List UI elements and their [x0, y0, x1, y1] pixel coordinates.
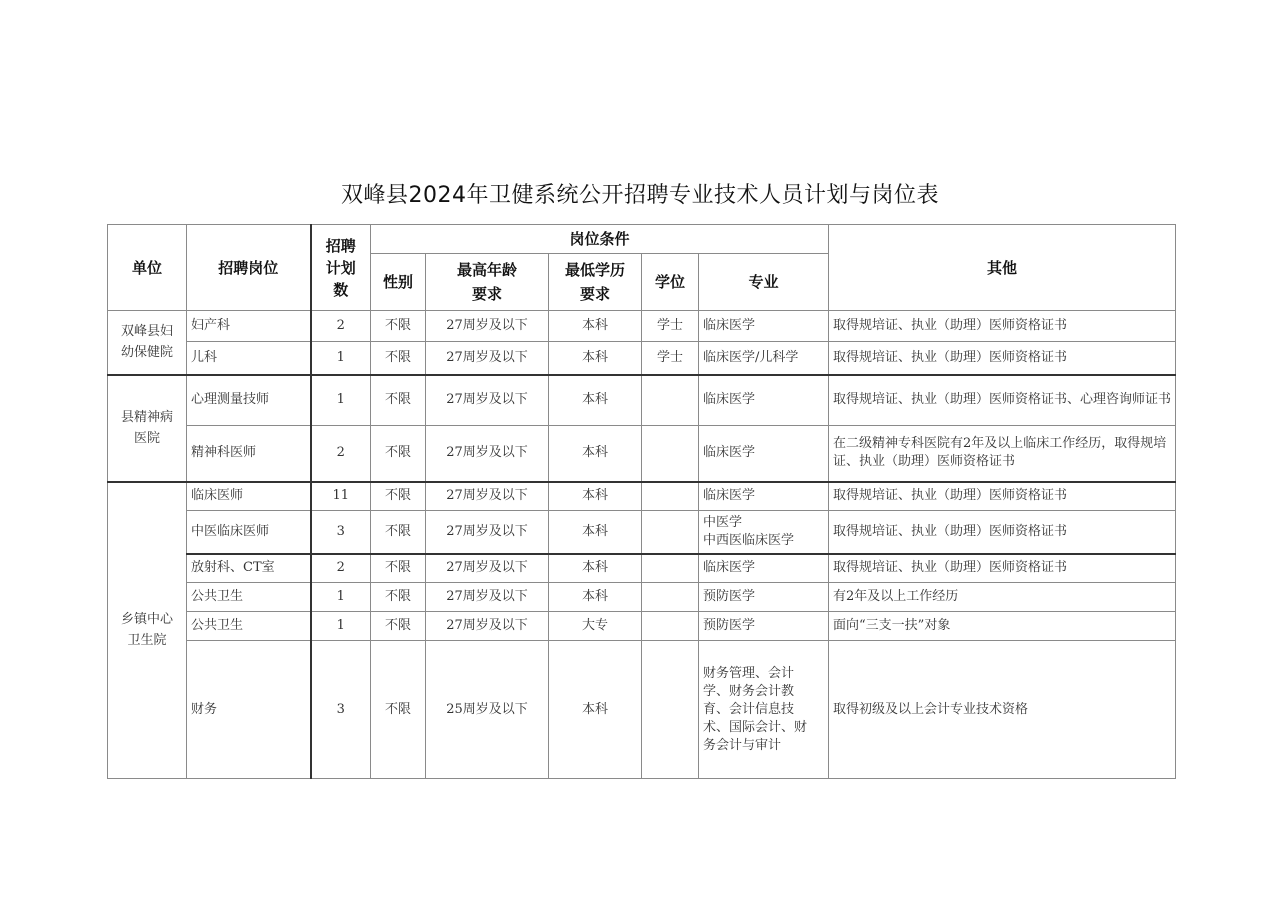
degree-cell — [642, 375, 699, 426]
table-row — [108, 554, 1176, 583]
degree-cell — [642, 426, 699, 482]
degree-cell: 学士 — [642, 342, 699, 375]
other-cell: 有2年及以上工作经历 — [829, 583, 1176, 612]
age-cell: 27周岁及以下 — [426, 342, 549, 375]
education-cell: 本科 — [549, 426, 642, 482]
age-cell: 27周岁及以下 — [426, 311, 549, 342]
age-cell: 25周岁及以下 — [426, 641, 549, 779]
position-cell: 临床医师 — [187, 482, 311, 511]
age-cell: 27周岁及以下 — [426, 375, 549, 426]
count-cell: 3 — [311, 641, 371, 779]
major-cell: 预防医学 — [699, 612, 829, 641]
count-cell: 1 — [311, 342, 371, 375]
table-row — [108, 426, 1176, 482]
degree-cell — [642, 511, 699, 554]
position-cell: 公共卫生 — [187, 583, 311, 612]
table-row — [108, 511, 1176, 554]
major-cell: 临床医学/儿科学 — [699, 342, 829, 375]
unit-cell: 双峰县妇 幼保健院 — [108, 311, 187, 375]
position-cell: 中医临床医师 — [187, 511, 311, 554]
education-cell: 本科 — [549, 511, 642, 554]
table-row — [108, 641, 1176, 779]
major-cell: 临床医学 — [699, 426, 829, 482]
gender-cell: 不限 — [371, 375, 426, 426]
degree-cell: 学士 — [642, 311, 699, 342]
recruitment-table — [107, 224, 1176, 779]
count-cell: 1 — [311, 375, 371, 426]
age-cell: 27周岁及以下 — [426, 612, 549, 641]
count-cell: 2 — [311, 554, 371, 583]
degree-cell — [642, 612, 699, 641]
position-cell: 儿科 — [187, 342, 311, 375]
other-cell: 取得规培证、执业（助理）医师资格证书 — [829, 482, 1176, 511]
count-cell: 1 — [311, 583, 371, 612]
header-degree: 学位 — [642, 254, 699, 311]
age-cell: 27周岁及以下 — [426, 426, 549, 482]
header-row-1 — [108, 225, 1176, 254]
header-count: 招聘 计划 数 — [311, 225, 371, 311]
position-cell: 放射科、CT室 — [187, 554, 311, 583]
position-cell: 精神科医师 — [187, 426, 311, 482]
gender-cell: 不限 — [371, 612, 426, 641]
gender-cell: 不限 — [371, 426, 426, 482]
degree-cell — [642, 583, 699, 612]
count-cell: 2 — [311, 311, 371, 342]
gender-cell: 不限 — [371, 311, 426, 342]
header-position: 招聘岗位 — [187, 225, 311, 311]
major-cell: 预防医学 — [699, 583, 829, 612]
table-row — [108, 612, 1176, 641]
unit-cell: 乡镇中心 卫生院 — [108, 482, 187, 779]
gender-cell: 不限 — [371, 554, 426, 583]
degree-cell — [642, 641, 699, 779]
header-major: 专业 — [699, 254, 829, 311]
other-cell: 取得规培证、执业（助理）医师资格证书 — [829, 554, 1176, 583]
degree-cell — [642, 554, 699, 583]
major-cell: 临床医学 — [699, 482, 829, 511]
gender-cell: 不限 — [371, 342, 426, 375]
education-cell: 本科 — [549, 554, 642, 583]
header-unit: 单位 — [108, 225, 187, 311]
other-cell: 取得初级及以上会计专业技术资格 — [829, 641, 1176, 779]
table-row — [108, 583, 1176, 612]
header-conditions: 岗位条件 — [371, 225, 829, 254]
age-cell: 27周岁及以下 — [426, 511, 549, 554]
education-cell: 本科 — [549, 482, 642, 511]
other-cell: 取得规培证、执业（助理）医师资格证书 — [829, 311, 1176, 342]
degree-cell — [642, 482, 699, 511]
table-row — [108, 375, 1176, 426]
count-cell: 2 — [311, 426, 371, 482]
gender-cell: 不限 — [371, 583, 426, 612]
gender-cell: 不限 — [371, 641, 426, 779]
gender-cell: 不限 — [371, 511, 426, 554]
other-cell: 取得规培证、执业（助理）医师资格证书 — [829, 511, 1176, 554]
count-cell: 1 — [311, 612, 371, 641]
age-cell: 27周岁及以下 — [426, 482, 549, 511]
unit-cell: 县精神病 医院 — [108, 375, 187, 482]
table-row — [108, 342, 1176, 375]
table-row — [108, 311, 1176, 342]
major-cell: 中医学 中西医临床医学 — [699, 511, 829, 554]
gender-cell: 不限 — [371, 482, 426, 511]
other-cell: 取得规培证、执业（助理）医师资格证书、心理咨询师证书 — [829, 375, 1176, 426]
major-cell: 临床医学 — [699, 375, 829, 426]
age-cell: 27周岁及以下 — [426, 554, 549, 583]
major-cell: 财务管理、会计 学、财务会计教 育、会计信息技 术、国际会计、财 务会计与审计 — [699, 641, 829, 779]
header-education: 最低学历 要求 — [549, 254, 642, 311]
document-title: 双峰县2024年卫健系统公开招聘专业技术人员计划与岗位表 — [341, 183, 939, 208]
position-cell: 妇产科 — [187, 311, 311, 342]
education-cell: 本科 — [549, 641, 642, 779]
count-cell: 3 — [311, 511, 371, 554]
position-cell: 公共卫生 — [187, 612, 311, 641]
header-age: 最高年龄 要求 — [426, 254, 549, 311]
age-cell: 27周岁及以下 — [426, 583, 549, 612]
position-cell: 财务 — [187, 641, 311, 779]
major-cell: 临床医学 — [699, 554, 829, 583]
other-cell: 取得规培证、执业（助理）医师资格证书 — [829, 342, 1176, 375]
education-cell: 本科 — [549, 583, 642, 612]
position-cell: 心理测量技师 — [187, 375, 311, 426]
education-cell: 本科 — [549, 375, 642, 426]
other-cell: 面向“三支一扶”对象 — [829, 612, 1176, 641]
education-cell: 大专 — [549, 612, 642, 641]
header-other: 其他 — [829, 225, 1176, 311]
count-cell: 11 — [311, 482, 371, 511]
other-cell: 在二级精神专科医院有2年及以上临床工作经历，取得规培证、执业（助理）医师资格证书 — [829, 426, 1176, 482]
header-gender: 性别 — [371, 254, 426, 311]
education-cell: 本科 — [549, 311, 642, 342]
major-cell: 临床医学 — [699, 311, 829, 342]
education-cell: 本科 — [549, 342, 642, 375]
table-row — [108, 482, 1176, 511]
